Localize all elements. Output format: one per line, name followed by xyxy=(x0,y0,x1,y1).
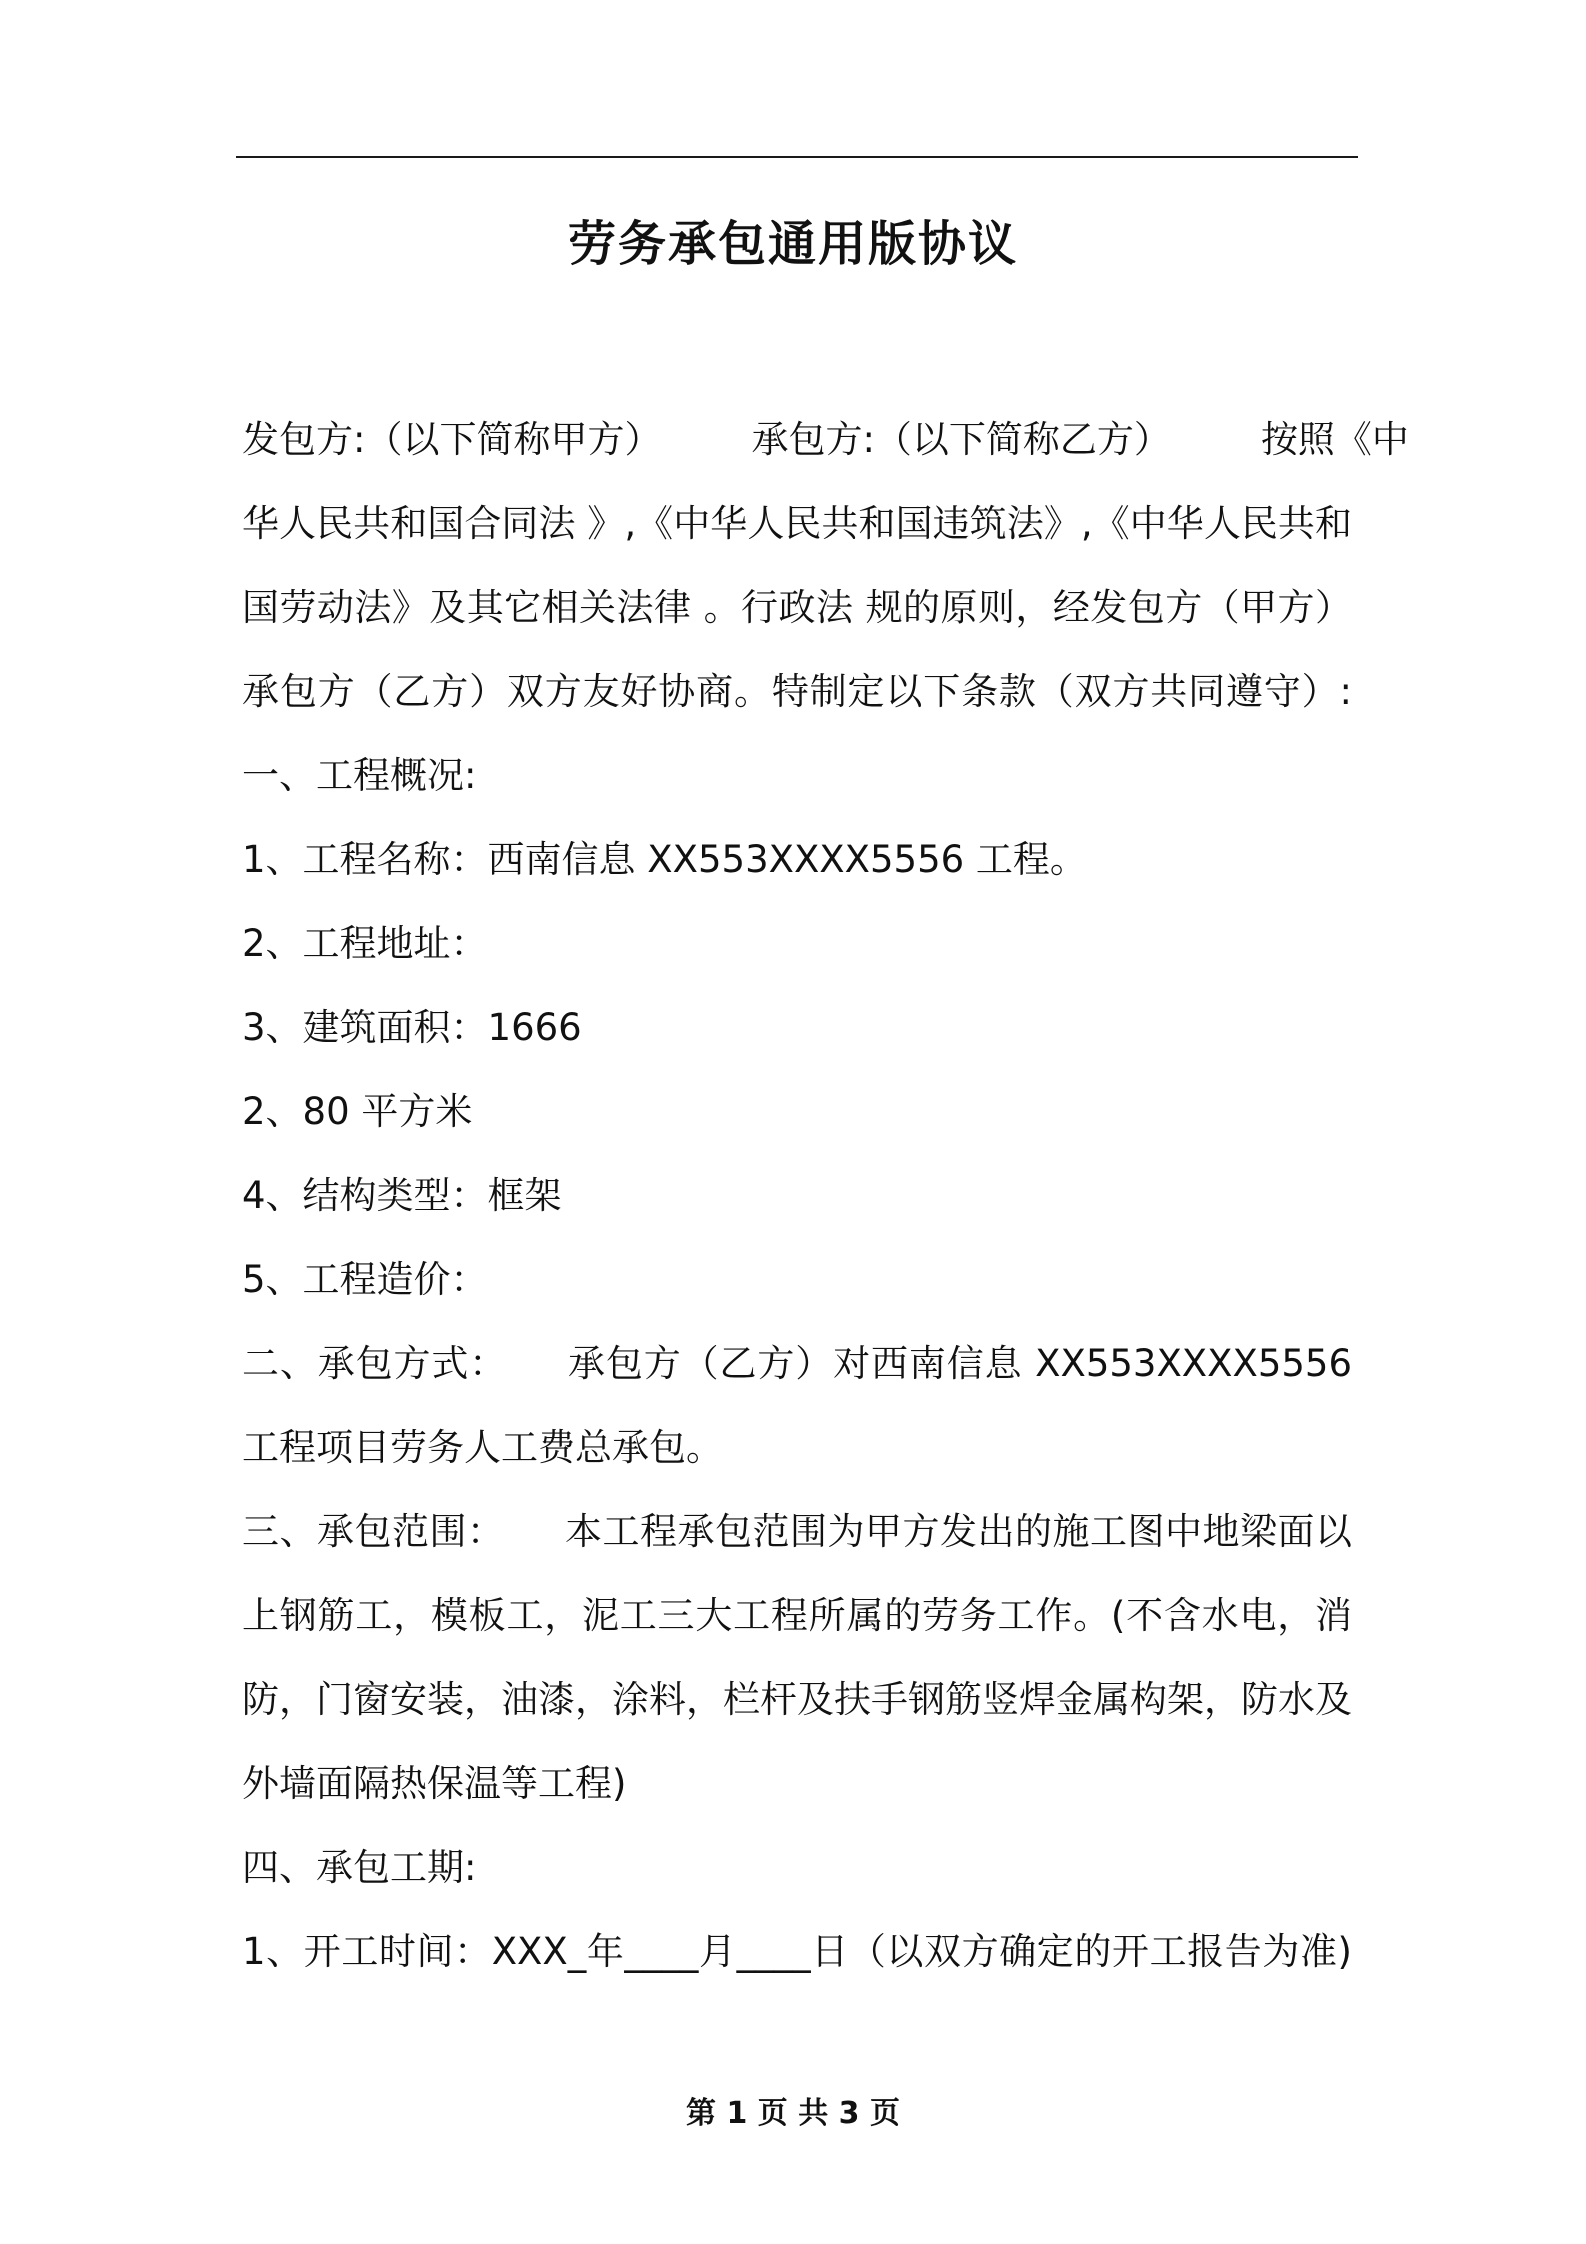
building-area-item: 3、建筑面积：1666 xyxy=(242,1006,582,1049)
project-name-item: 1、工程名称：西南信息 XX553XXXX5556 工程。 xyxy=(242,838,1087,881)
start-date-item: 1、开工时间：XXX_年____月____日（以双方确定的开工报告为准) xyxy=(242,1930,1352,1973)
document-body xyxy=(242,398,1409,1994)
preamble-line-3: 国劳动法》及其它相关法律 。行政法 规的原则，经发包方（甲方） xyxy=(242,586,1352,629)
header-rule xyxy=(236,156,1358,158)
party-b-label: 承包方:（以下简称乙方） xyxy=(751,418,1171,461)
project-address-item: 2、工程地址： xyxy=(242,922,488,965)
section-4-heading: 四、承包工期: xyxy=(242,1846,477,1889)
section-3-line-3: 防，门窗安装，油漆，涂料，栏杆及扶手钢筋竖焊金属构架，防水及 xyxy=(242,1678,1352,1721)
section-2-text-1: 承包方（乙方）对西南信息 XX553XXXX5556 xyxy=(567,1342,1352,1385)
preamble-line-1-tail: 按照《中 xyxy=(1260,418,1409,461)
section-3-line-1 xyxy=(242,1490,1352,1574)
section-1-heading: 一、工程概况: xyxy=(242,754,477,797)
area-unit-item: 2、80 平方米 xyxy=(242,1090,473,1133)
document-title: 劳务承包通用版协议 xyxy=(567,216,1018,272)
preamble-line-4: 承包方（乙方）双方友好协商。特制定以下条款（双方共同遵守）: xyxy=(242,670,1352,713)
preamble-line-2: 华人民共和国合同法 》,《中华人民共和国违筑法》,《中华人民共和 xyxy=(242,502,1352,545)
section-2-line-2: 工程项目劳务人工费总承包。 xyxy=(242,1426,723,1469)
section-3-line-2: 上钢筋工，模板工，泥工三大工程所属的劳务工作。(不含水电，消 xyxy=(242,1594,1352,1637)
page-number-footer: 第 1 页 共 3 页 xyxy=(686,2096,900,2131)
section-3-line-4: 外墙面隔热保温等工程) xyxy=(242,1762,627,1805)
section-3-text-1: 本工程承包范围为甲方发出的施工图中地梁面以 xyxy=(564,1510,1352,1553)
project-cost-item: 5、工程造价： xyxy=(242,1258,488,1301)
section-2-heading: 二、承包方式： xyxy=(242,1342,508,1385)
structure-type-item: 4、结构类型：框架 xyxy=(242,1174,562,1217)
preamble-line-1 xyxy=(242,398,1409,482)
party-a-label: 发包方:（以下简称甲方） xyxy=(242,418,662,461)
section-2-line-1 xyxy=(242,1322,1352,1406)
section-3-heading: 三、承包范围： xyxy=(242,1510,505,1553)
